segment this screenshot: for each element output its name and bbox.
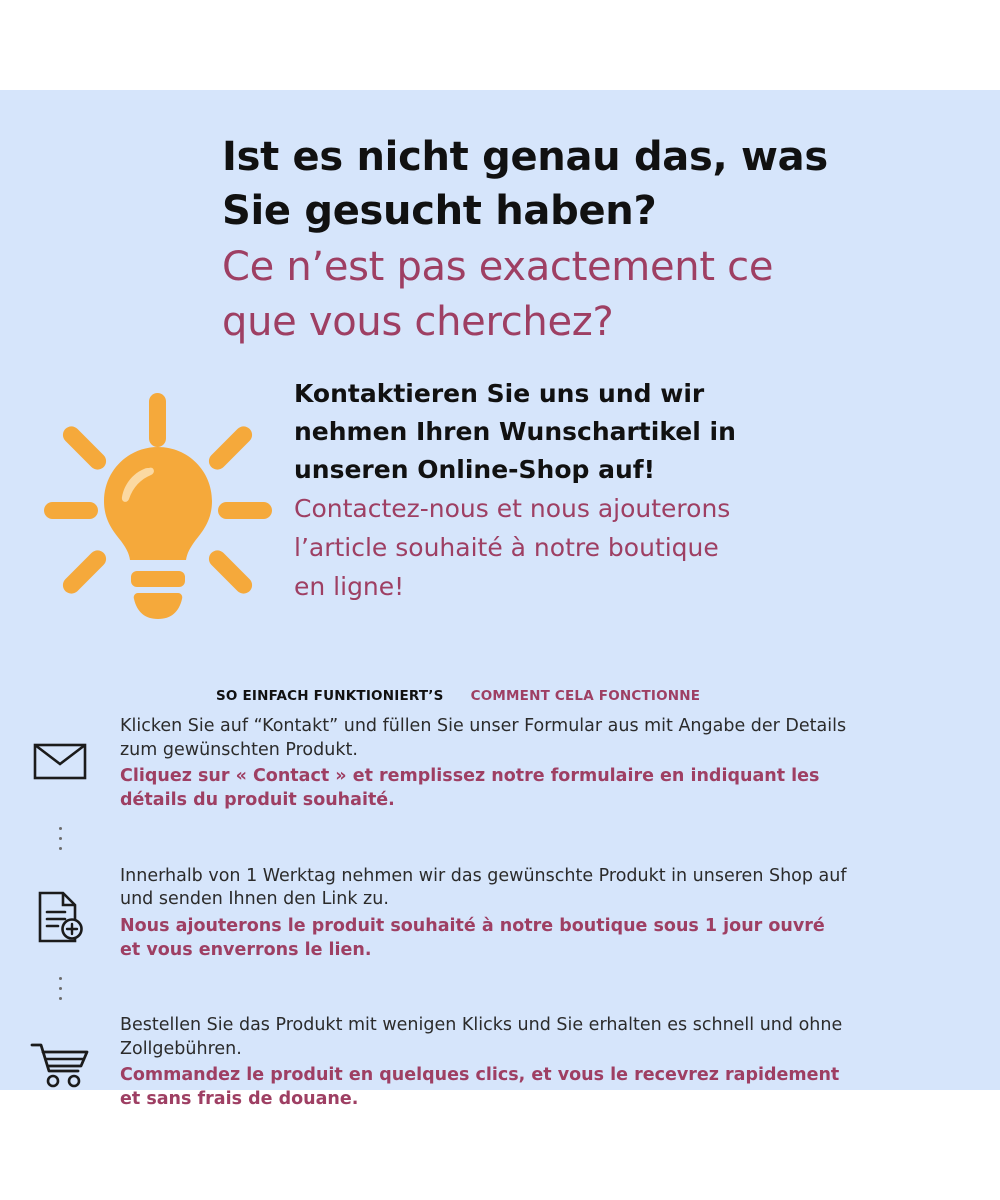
intro-french-line2: l’article souhaité à notre boutique xyxy=(294,532,719,562)
headline-french xyxy=(222,240,942,350)
headline-german-line2: Sie gesucht haben? xyxy=(222,188,657,234)
headline-block xyxy=(222,130,942,350)
step-text xyxy=(120,865,850,963)
steps-heading-french: COMMENT CELA FONCTIONNE xyxy=(470,688,701,704)
step-french: Nous ajouterons le produit souhaité à notre boutique sous 1 jour ouvré et vous enverrons le lien. xyxy=(120,915,825,960)
step-item xyxy=(0,1014,1000,1112)
intro-text-block xyxy=(294,375,954,606)
dot xyxy=(59,827,62,830)
envelope-icon xyxy=(0,715,120,781)
intro-french-line3: en ligne! xyxy=(294,571,405,601)
intro-german-line3: unseren Online-Shop auf! xyxy=(294,455,656,484)
lightbulb-icon xyxy=(38,385,278,635)
intro-french-line1: Contactez-nous et nous ajouterons xyxy=(294,494,731,523)
headline-french-line2: que vous cherchez? xyxy=(222,299,614,346)
intro-french xyxy=(294,490,954,606)
steps-heading-german: SO EINFACH FUNKTIONIERT’S xyxy=(216,688,444,704)
intro-german-line1: Kontaktieren Sie uns und wir xyxy=(294,379,705,408)
document-add-icon xyxy=(0,865,120,943)
step-french: Cliquez sur « Contact » et remplissez notre formulaire en indiquant les détails du produit souhaité. xyxy=(120,766,820,811)
intro-german-line2: nehmen Ihren Wunschartikel in xyxy=(294,417,736,446)
dot xyxy=(59,837,62,840)
promo-banner xyxy=(0,90,1000,1110)
shopping-cart-icon xyxy=(0,1014,120,1088)
step-german: Klicken Sie auf “Kontakt” und füllen Sie unser Formular aus mit Angabe der Details zum gewünschten Produkt. xyxy=(120,716,847,760)
step-french: Commandez le produit en quelques clics, et vous le recevrez rapidement et sans frais de douane. xyxy=(120,1065,840,1110)
step-connector-dots xyxy=(0,962,120,1014)
steps-heading xyxy=(216,685,700,704)
headline-german-line1: Ist es nicht genau das, was xyxy=(222,134,828,180)
step-text xyxy=(120,1014,850,1112)
step-item xyxy=(0,865,1000,963)
intro-german xyxy=(294,375,954,489)
dot xyxy=(59,997,62,1000)
dot xyxy=(59,847,62,850)
steps-list xyxy=(0,715,1000,1112)
headline-german xyxy=(222,130,942,238)
step-text xyxy=(120,715,850,813)
step-german: Innerhalb von 1 Werktag nehmen wir das gewünschte Produkt in unseren Shop auf und senden Ihnen den Link zu. xyxy=(120,865,847,910)
dot xyxy=(59,977,62,980)
step-item xyxy=(0,715,1000,813)
step-connector-dots xyxy=(0,813,120,865)
dot xyxy=(59,987,62,990)
step-german: Bestellen Sie das Produkt mit wenigen Klicks und Sie erhalten es schnell und ohne Zollgebühren. xyxy=(120,1015,843,1059)
headline-french-line1: Ce n’est pas exactement ce xyxy=(222,244,774,290)
